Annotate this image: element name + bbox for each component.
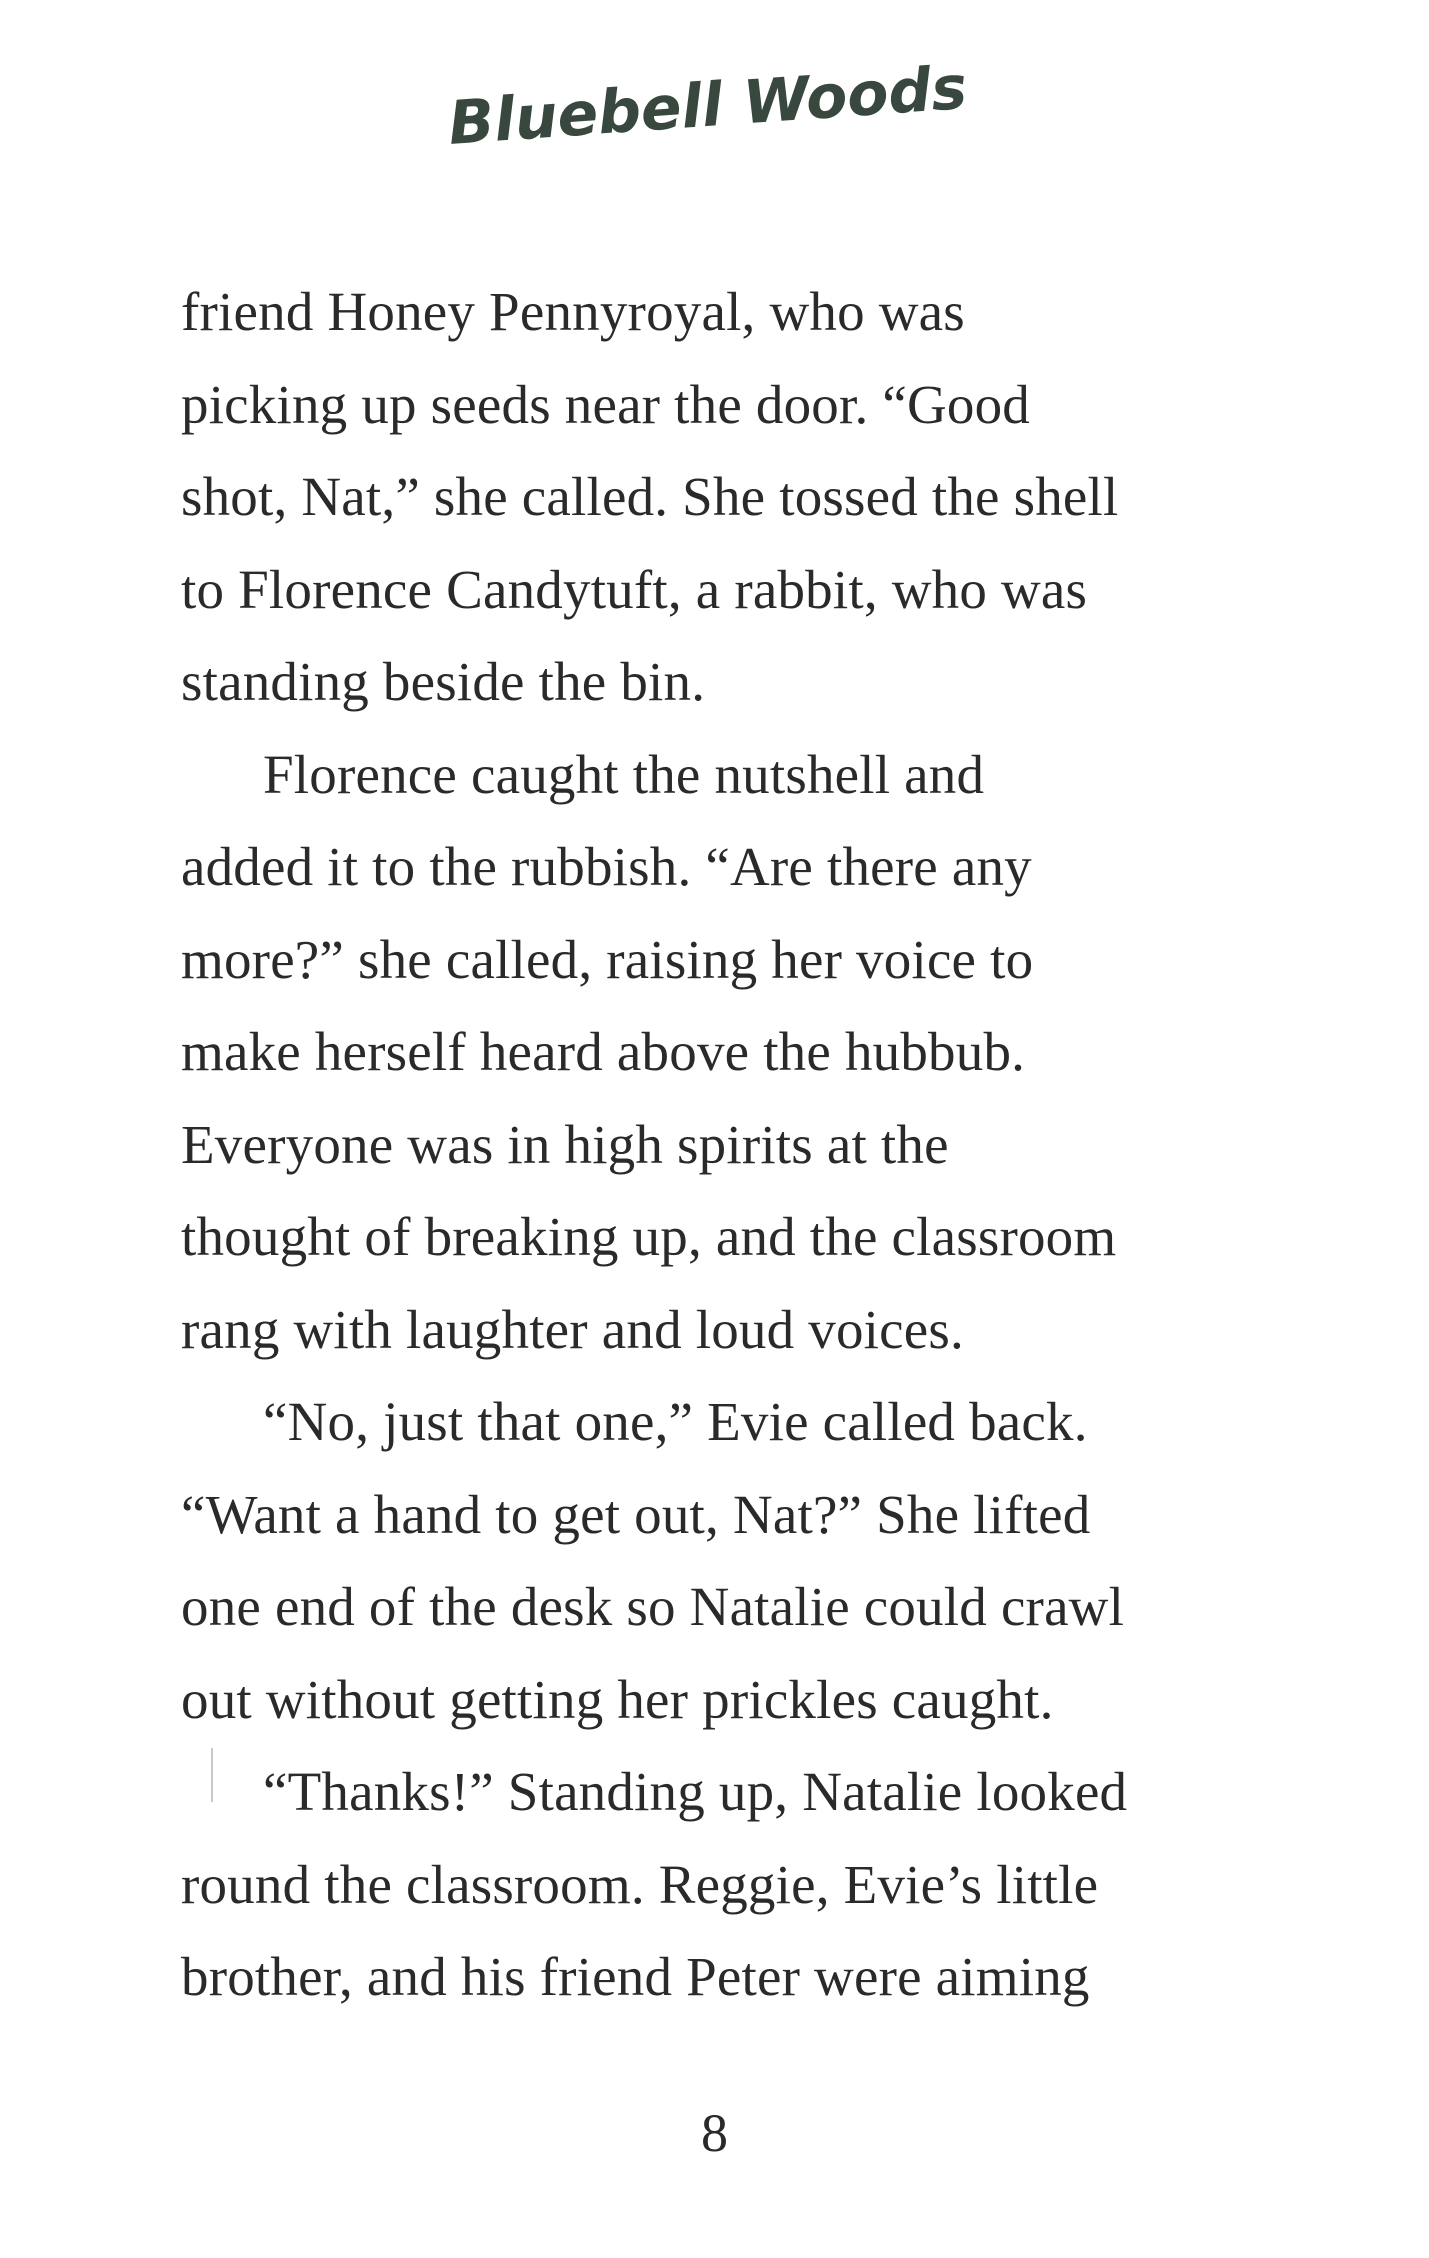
text-line: “Thanks!” Standing up, Natalie looked [263, 1761, 1128, 1822]
text-line: standing beside the bin. [181, 651, 706, 712]
text-line: more?” she called, raising her voice to [181, 928, 1034, 990]
text-line: out without getting her prickles caught. [181, 1668, 1054, 1730]
page-number: 8 [701, 2103, 728, 2163]
text-line: brother, and his friend Peter were aiming [181, 1946, 1090, 2007]
text-line: thought of breaking up, and the classroom [181, 1206, 1117, 1267]
text-line: Florence caught the nutshell and [263, 743, 985, 805]
text-line: Everyone was in high spirits at the [181, 1113, 949, 1175]
text-line: to Florence Candytuft, a rabbit, who was [181, 558, 1088, 620]
body-text [181, 266, 1261, 2024]
paragraph [181, 1376, 1261, 1746]
paragraph [181, 266, 1261, 729]
text-line: “Want a hand to get out, Nat?” She lifted [181, 1483, 1091, 1545]
text-line: “No, just that one,” Evie called back. [263, 1391, 1088, 1452]
running-header-title: Bluebell Woods [446, 52, 970, 159]
text-line: make herself heard above the hubbub. [181, 1021, 1026, 1082]
text-line: friend Honey Pennyroyal, who was [181, 281, 965, 342]
paragraph [181, 1746, 1261, 2024]
running-header [430, 52, 990, 172]
text-line: rang with laughter and loud voices. [181, 1298, 964, 1360]
running-header-logo [430, 52, 990, 172]
scan-mark [211, 1748, 213, 1802]
text-line: round the classroom. Reggie, Evie’s little [181, 1853, 1099, 1915]
text-line: one end of the desk so Natalie could crawl [181, 1576, 1125, 1637]
paragraph [181, 729, 1261, 1377]
text-line: added it to the rubbish. “Are there any [181, 836, 1032, 897]
text-line: shot, Nat,” she called. She tossed the shell [181, 466, 1119, 527]
text-line: picking up seeds near the door. “Good [181, 373, 1030, 435]
